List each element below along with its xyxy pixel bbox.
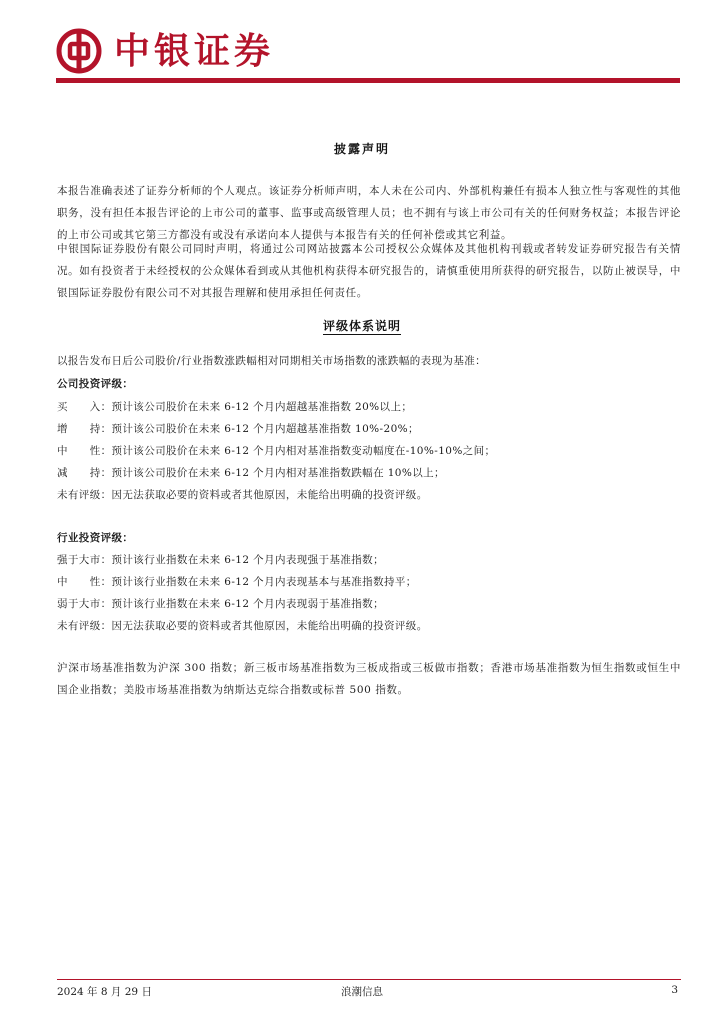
company-rating-heading: 公司投资评级：: [57, 378, 134, 390]
rating-intro: 以报告发布日后公司股价/行业指数涨跌幅相对同期相关市场指数的涨跌幅的表现为基准：: [57, 355, 487, 367]
footer-date: 2024 年 8 月 29 日: [57, 986, 152, 998]
header-rule: [56, 78, 680, 83]
footer-company: 浪潮信息: [341, 986, 383, 998]
page-header: [56, 26, 680, 84]
company-rating-item: 增 持：预计该公司股价在未来 6-12 个月内超越基准指数 10%-20%；: [57, 423, 419, 435]
disclosure-title: 披露声明: [333, 142, 390, 156]
disclosure-paragraph-1: 本报告准确表述了证券分析师的个人观点。该证券分析师声明，本人未在公司内、外部机构兼任有损本人独立性与客观性的其他职务，没有担任本报告评论的上市公司的董事、监事或高级管理人员；也不拥有与该上市公司有关的任何财务权益；本报告评论的上市公司或其它第三方都没有或没有承诺向本人提供与本报告有关的任何补偿或其它利益。: [57, 185, 681, 241]
footer-rule: [57, 979, 681, 980]
company-rating-item: 减 持：预计该公司股价在未来 6-12 个月内相对基准指数跌幅在 10%以上；: [57, 467, 445, 479]
company-rating-item: 买 入：预计该公司股价在未来 6-12 个月内超越基准指数 20%以上；: [57, 401, 413, 413]
page-number: 3: [671, 984, 678, 996]
bank-of-china-logo-icon: [56, 28, 102, 74]
company-rating-item: 未有评级：因无法获取必要的资料或者其他原因，未能给出明确的投资评级。: [57, 489, 428, 501]
industry-rating-heading: 行业投资评级：: [57, 532, 134, 544]
industry-rating-item: 中 性：预计该行业指数在未来 6-12 个月内表现基本与基准指数持平；: [57, 576, 417, 588]
industry-rating-item: 强于大市：预计该行业指数在未来 6-12 个月内表现强于基准指数；: [57, 554, 384, 566]
benchmark-note: 沪深市场基准指数为沪深 300 指数；新三板市场基准指数为三板成指或三板做市指数；香港市场基准指数为恒生指数或恒生中国企业指数；美股市场基准指数为纳斯达克综合指数或标普 500 指数。: [57, 662, 681, 696]
rating-title: 评级体系说明: [322, 319, 401, 333]
brand-name: 中银证券: [114, 31, 275, 72]
disclosure-paragraph-2: 中银国际证券股份有限公司同时声明，将通过公司网站披露本公司授权公众媒体及其他机构刊载或者转发证券研究报告有关情况。如有投资者于未经授权的公众媒体看到或从其他机构获得本研究报告的，请慎重使用所获得的研究报告，以防止被误导，中银国际证券股份有限公司不对其报告理解和使用承担任何责任。: [57, 243, 681, 299]
industry-rating-item: 未有评级：因无法获取必要的资料或者其他原因，未能给出明确的投资评级。: [57, 620, 428, 632]
industry-rating-item: 弱于大市：预计该行业指数在未来 6-12 个月内表现弱于基准指数；: [57, 598, 384, 610]
company-rating-item: 中 性：预计该公司股价在未来 6-12 个月内相对基准指数变动幅度在-10%-10%之间；: [57, 445, 496, 457]
